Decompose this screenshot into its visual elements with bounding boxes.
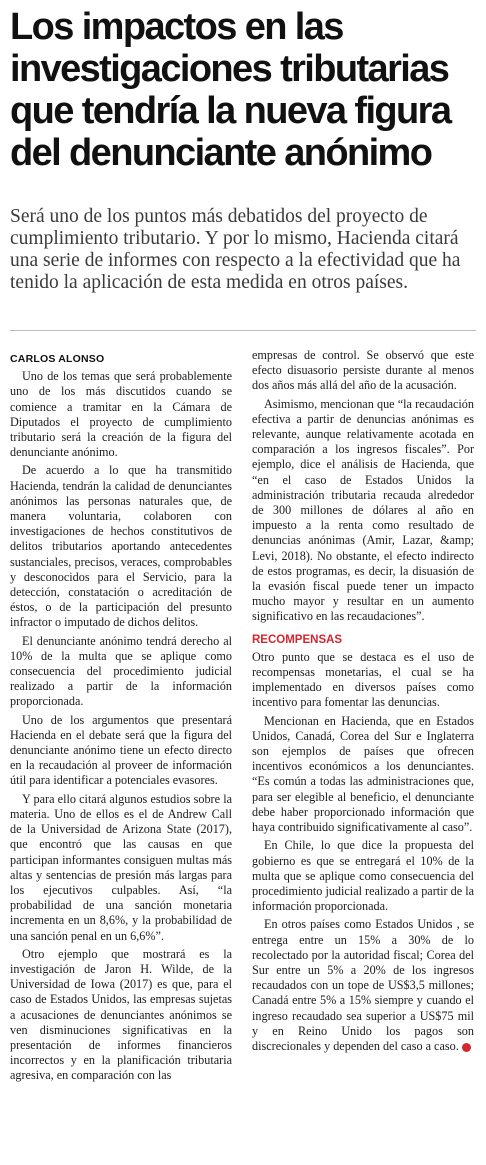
byline: CARLOS ALONSO — [10, 353, 105, 365]
body-paragraph: Asimismo, mencionan que “la recaudación efectiva a partir de denuncias anónimas es relevante, aunque relativamente acotada en comparación a los ingresos fiscales”. Por ejemplo, dice el análisis de Hacienda, que “en el caso de Estados Unidos la administración tributaria recauda alrededor de 300 millones de dólares al año en impuesto a la renta como resultado de denuncias anónimas (Amir, Lazar, &amp; Levi, 2018). No obstante, el efecto indirecto de estos programas, es decir, la disuasión de la evasión fiscal puede tener un impacto mucho mayor y resultar en un aumento significativo en las recaudaciones”. — [252, 396, 474, 624]
body-paragraph: En Chile, lo que dice la propuesta del gobierno es que se entregará el 10% de la multa que se aplique como consecuencia del procedimiento judicial realizado a partir de la información proporcionada. — [252, 838, 474, 914]
body-paragraph: Uno de los argumentos que presentará Hacienda en el debate será que la figura del denunciante anónimo tiene un efecto directo en la recaudación al proveer de información útil para identificar a potenciales evasores. — [10, 712, 232, 788]
body-paragraph: Mencionan en Hacienda, que en Estados Unidos, Canadá, Corea del Sur e Inglaterra son ejemplos de países que ofrecen incentivos económicos a los denunciantes. “Es común a todas las administraciones que, para ser elegible al beneficio, el denunciante debe haber proporcionado información que haya contribuido significativamente al caso”. — [252, 713, 474, 835]
end-of-article-icon — [462, 1043, 471, 1052]
body-paragraph: Y para ello citará algunos estudios sobre la materia. Uno de ellos es el de Andrew Call de la Universidad de Arizona State (2017), que encontró que las causas en que participan informantes consiguen multas más altas y sentencias de presión más largas para los ejecutivos culpables. Así, “la probabilidad de una sanción monetaria incrementa en un 8,6%, y la probabilidad de una sanción penal en un 6,6%”. — [10, 791, 232, 943]
right-column — [252, 348, 474, 1057]
divider — [10, 330, 476, 331]
article-deck: Será uno de los puntos más debatidos del proyecto de cumplimiento tributario. Y por lo mismo, Hacienda citará una serie de informes con respecto a la efectividad que ha tenido la aplicación de esta medida en otros países. — [10, 206, 461, 293]
body-paragraph: De acuerdo a lo que ha transmitido Hacienda, tendrán la calidad de denunciantes anónimos las personas naturales que, de manera voluntaria, colaboren con investigaciones de hechos constitutivos de delitos tributarios aportando antecedentes sustanciales, precisos, veraces, comprobables y desconocidos para el Servicio, para la detección, constatación o acreditación de éstos, o de la participación del presunto infractor o imputado de dichos delitos. — [10, 463, 232, 630]
left-column — [10, 352, 232, 1087]
body-paragraph-text: En otros países como Estados Unidos , se entrega entre un 15% a 30% de lo recolectado por la autoridad fiscal; Corea del Sur entre un 5% a 20% de los ingresos recaudados con un tope de US$3,5 millones; Canadá entre 5% a 15% siempre y cuando el ingreso recaudado sea superior a US$75 mil y en Reino Unido los pagos son discrecionales y dependen del caso a caso. — [252, 917, 474, 1053]
section-heading: RECOMPENSAS — [252, 633, 343, 646]
body-paragraph: Uno de los temas que será probablemente uno de los más discutidos cuando se comience a tramitar en la Cámara de Diputados el proyecto de cumplimiento tributario será la creación de la figura del denunciante anónimo. — [10, 369, 232, 460]
body-paragraph: Otro ejemplo que mostrará es la investigación de Jaron H. Wilde, de la Universidad de Iowa (2017) es que, para el caso de Estados Unidos, las empresas sujetas a acusaciones de denunciantes anónimos se ven disminuciones significativas en la presentación de informes financieros incorrectos y en la planificación tributaria agresiva, en comparación con las — [10, 946, 232, 1083]
body-paragraph-last — [252, 917, 474, 1054]
body-paragraph: Otro punto que se destaca es el uso de recompensas monetarias, el cual se ha implementado en diversos países como incentivo para fomentar las denuncias. — [252, 649, 474, 710]
body-paragraph: El denunciante anónimo tendrá derecho al 10% de la multa que se aplique como consecuencia del procedimiento judicial realizado a partir de la información proporcionada. — [10, 633, 232, 709]
body-paragraph: empresas de control. Se observó que este efecto disuasorio persiste durante al menos dos años más allá del año de la acusación. — [252, 348, 474, 393]
article-headline: Los impactos en las investigaciones tributarias que tendría la nueva figura del denunciante anónimo — [10, 6, 451, 174]
